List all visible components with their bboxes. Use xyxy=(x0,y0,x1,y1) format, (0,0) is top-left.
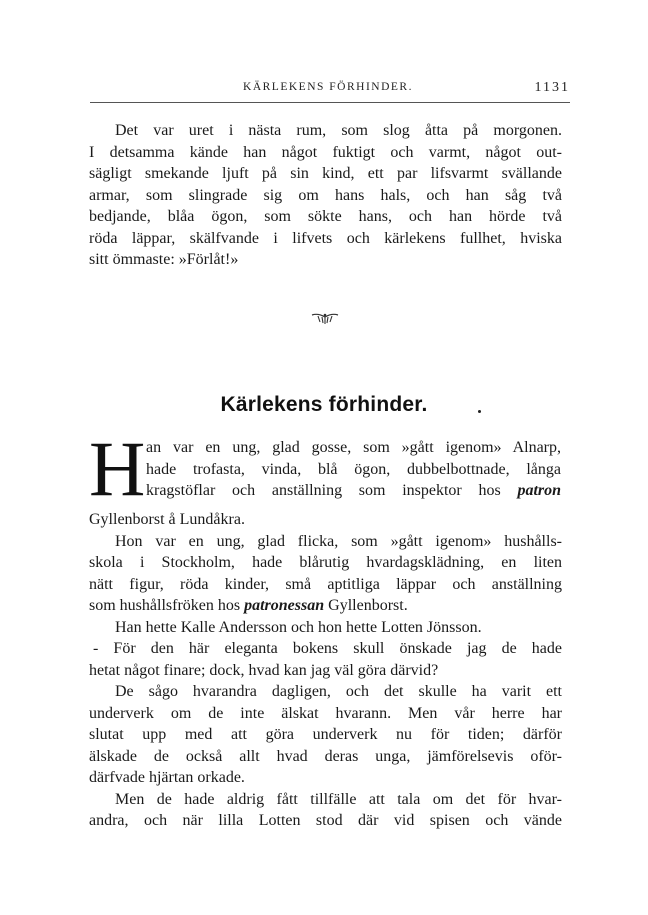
text-line: nätt figur, röda kinder, små aptitliga läppar och anställning xyxy=(89,575,562,593)
text-line: Men de hade aldrig fått tillfälle att tala om det för hvar- xyxy=(115,790,562,808)
text-line: hetat något finare; dock, hvad kan jag väl göra därvid? xyxy=(89,661,439,679)
text-line: - För den här eleganta bokens skull önskade jag de hade xyxy=(93,640,562,657)
running-head xyxy=(90,81,570,101)
text-segment: som hushållsfröken hos xyxy=(89,597,241,614)
running-title: KÄRLEKENS FÖRHINDER. xyxy=(243,81,413,93)
text-line: slutat upp med att göra underverk nu för tiden; därför xyxy=(89,726,562,743)
text-line: armar, som slingrade sig om hans hals, och han såg två xyxy=(89,186,562,204)
text-line: bedjande, blåa ögon, som sökte hans, och han hörde två xyxy=(89,208,562,225)
text-line: därfvade hjärtan orkade. xyxy=(89,769,245,786)
previous-story-ending xyxy=(89,120,562,271)
drop-cap xyxy=(89,425,146,512)
text-line: andra, och när lilla Lotten stod där vid spisen och vände xyxy=(89,812,562,829)
drop-cap-letter: H xyxy=(89,425,146,512)
text-line: Han hette Kalle Andersson och hon hette Lotten Jönsson. xyxy=(115,618,482,636)
text-segment: kragstöflar och anställning som inspektor hos xyxy=(146,482,501,499)
text-line: sitt ömmaste: »Förlåt!» xyxy=(89,251,239,268)
header-rule xyxy=(90,102,570,103)
text-line: I detsamma kände han något fuktigt och varmt, något out- xyxy=(89,143,562,161)
page-number: 1131 xyxy=(534,80,570,95)
stray-dot xyxy=(478,410,481,413)
text-line: Gyllenborst å Lundåkra. xyxy=(89,511,245,528)
text-line: De sågo hvarandra dagligen, och det skulle ha varit ett xyxy=(115,683,562,700)
text-segment: Gyllenborst. xyxy=(328,597,408,614)
italic-word: patronessan xyxy=(244,597,325,614)
story-paragraphs xyxy=(89,509,562,832)
chapter-title: Kärlekens förhinder. xyxy=(220,393,428,416)
italic-word: patron xyxy=(517,482,562,499)
text-line: Det var uret i nästa rum, som slog åtta på morgonen. xyxy=(115,122,562,139)
text-line xyxy=(146,480,561,502)
story-paragraph-1 xyxy=(146,437,561,502)
text-line: hade trofasta, vinda, blå ögon, dubbelbottnade, långa xyxy=(146,460,561,478)
text-line: röda läppar, skälfvande i lifvets och kärlekens fullhet, hviska xyxy=(89,229,562,247)
text-line: skola i Stockholm, hade blårutig hvardagsklädning, en liten xyxy=(89,554,562,571)
text-line: älskade de också allt hvad deras unga, jämförelsevis oför- xyxy=(89,747,562,765)
text-line: sägligt smekande ljuft på sin kind, ett par lifsvarmt svällande xyxy=(89,165,562,182)
floral-ornament-icon xyxy=(310,311,340,325)
text-line: Hon var en ung, glad flicka, som »gått igenom» hushålls- xyxy=(115,532,562,550)
text-line xyxy=(89,595,562,617)
text-line: an var en ung, glad gosse, som »gått igenom» Alnarp, xyxy=(146,439,561,456)
text-line: underverk om de inte älskat hvarann. Men vår herre har xyxy=(89,704,562,722)
